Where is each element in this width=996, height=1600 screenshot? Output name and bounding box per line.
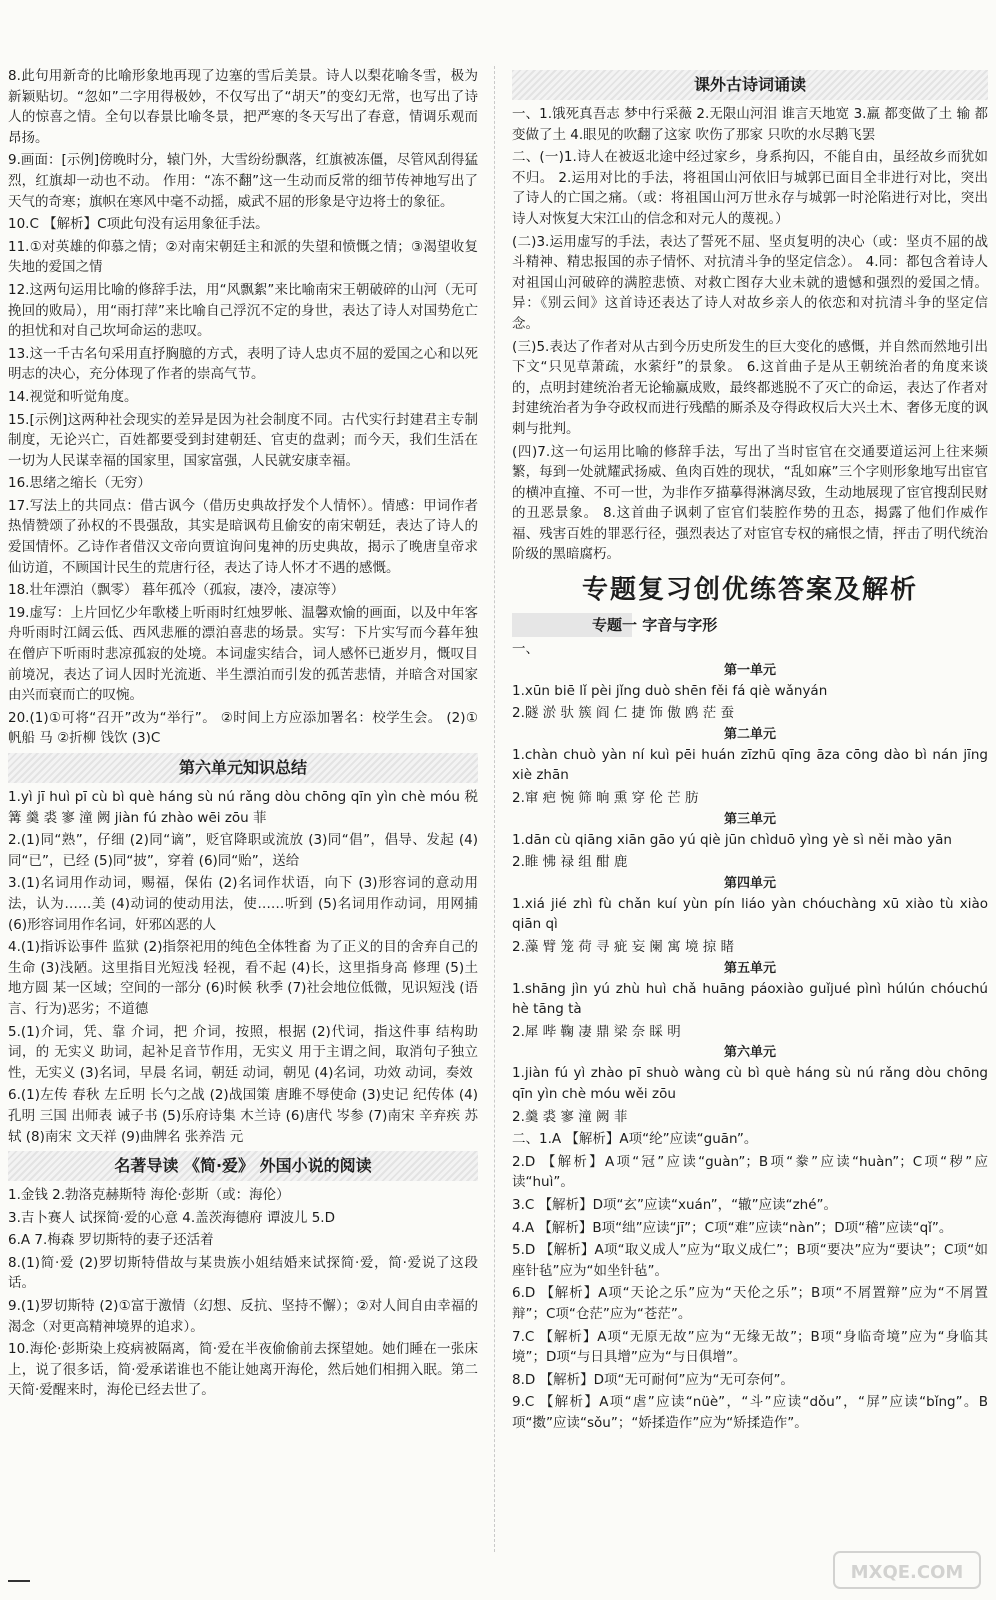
answer-item: 3.(1)名词用作动词，赐福，保佑 (2)名词作状语，向下 (3)形容词的意动用法，认为……美 (4)动词的使动用法，使……听到 (5)名词用作动词，用网捕 (6)形容词用作名词，奸邪凶恶的人 [8, 875, 478, 933]
answer-item: 15.[示例]这两种社会现实的差异是因为社会制度不同。古代实行封建君主专制制度，无论兴亡，百姓都要受到封建朝廷、官吏的盘剥；而今天，我们生活在一切为人民谋幸福的国家里，国家富强，人民就安康幸福。 [8, 411, 478, 469]
chapter-title: 专题复习创优练答案及解析 [581, 575, 918, 606]
answer-item: 4.(1)指诉讼事件 监狱 (2)指祭祀用的纯色全体牲畜 为了正义的目的舍弃自己的生命 (3)浅陋。这里指目光短浅 轻视，看不起 (4)长，这里指身高 修理 (5)土地方圆 某一区域；空间的一部分 (6)时候 秋季 (7)社会地位低微，见识短浅 (语言、行为)恶劣；不道德 [8, 939, 478, 1017]
svg-text:MXQE.COM: MXQE.COM [850, 1562, 964, 1583]
section-heading: 第六单元知识总结 [8, 753, 478, 783]
unit-heading: 第六单元 [723, 1045, 776, 1061]
answer-item: (二)3.运用虚写的手法，表达了誓死不屈、坚贞复明的决心（或：坚贞不屈的战斗精神、精忠报国的赤子情怀、对抗清斗争的坚定信念）。 4.同：都包含着诗人对祖国山河破碎的满腔悲愤、对救亡图存大业未就的遗憾和强烈的爱国之情。异：《别云间》这首诗还表达了诗人对故乡亲人的依恋和对抗清斗争的坚定信念。 [512, 233, 988, 332]
answer-item: 2.D 【解析】A项“冠”应读“guàn”；B项“豢”应读“huàn”；C项“秽”应读“huì”。 [512, 1153, 988, 1191]
answer-item: 16.思绪之缩长（无穷） [8, 475, 151, 492]
answer-item: 6.D 【解析】A项“天论之乐”应为“天伦之乐”；B项“不屑置辩”应为“不屑置辩”；C项“仓茫”应为“苍茫”。 [512, 1285, 988, 1322]
page-number-mark [8, 1580, 30, 1582]
answer-item: 12.这两句运用比喻的修辞手法，用“风飘絮”来比喻南宋王朝破碎的山河（无可挽回的败局），用“雨打萍”来比喻自己浮沉不定的身世，表达了诗人对国势危亡的担忧和对自己坎坷命运的悲叹。 [8, 281, 478, 340]
answer-item: 2.羹 裘 寥 潼 阙 菲 [512, 1108, 628, 1125]
answer-item: 6.(1)左传 春秋 左丘明 长勺之战 (2)战国策 唐雎不辱使命 (3)史记 纪传体 (4)孔明 三国 出师表 诫子书 (5)乐府诗集 木兰诗 (6)唐代 岑参 (7)南宋 辛弃疾 苏轼 (8)南宋 文天祥 (9)曲牌名 张养浩 元 [8, 1087, 478, 1145]
answer-item: 6.A 7.梅森 罗切斯特的妻子还活着 [8, 1232, 214, 1249]
answer-item: 8.此句用新奇的比喻形象地再现了边塞的雪后美景。诗人以梨花喻冬雪，极为新颖贴切。“忽如”二字用得极妙，不仅写出了“胡天”的变幻无常，也写出了诗人的惊喜之情。全句以春景比喻冬景，把严寒的冬天写出了春意，情调乐观而昂扬。 [8, 68, 478, 146]
answer-item: 13.这一千古名句采用直抒胸臆的方式，表明了诗人忠贞不屈的爱国之心和以死明志的决心，充分体现了作者的崇高气节。 [8, 345, 478, 383]
answer-item: 二、(一)1.诗人在被返北途中经过家乡，身系拘囚，不能自由，虽经故乡而犹如不归。 2.运用对比的手法，将祖国山河依旧与城郭已面目全非进行对比，突出了诗人的亡国之痛。（或：将祖国山河万世永存与城郭一时沦陷进行对比，突出诗人对恢复大宋江山的信念和对元人的蔑视。） [512, 149, 988, 227]
answer-item: 3.C 【解析】D项“玄”应读“xuán”，“辙”应读“zhé”。 [512, 1196, 838, 1213]
answer-item: 2.睢 怫 禄 组 酣 鹿 [512, 854, 628, 871]
unit-heading: 第三单元 [723, 811, 776, 827]
answer-item: 2.藻 臂 笼 荷 寻 疵 妄 阑 寓 境 掠 睹 [512, 939, 735, 955]
answer-item: 二、1.A 【解析】A项“纶”应读“guān”。 [512, 1131, 758, 1148]
answer-item: 4.A 【解析】B项“绌”应读“jī”；C项“难”应读“nàn”；D项“稽”应读“qǐ”。 [512, 1219, 953, 1236]
answer-item: 11.①对英雄的仰慕之情；②对南宋朝廷主和派的失望和愤慨之情；③渴望收复失地的爱国之情 [8, 238, 478, 276]
answer-item: 10.C 【解析】C项此句没有运用象征手法。 [8, 216, 269, 233]
answer-item: 9.C 【解析】A项“虐”应读“nüè”，“斗”应读“dǒu”，“屏”应读“bǐng”。B项“擞”应读“sǒu”；“娇揉造作”应为“矫揉造作”。 [512, 1394, 988, 1431]
answer-item: 7.C 【解析】A项“无原无故”应为“无缘无故”；B项“身临奇境”应为“身临其境”；D项“与日具增”应为“与日俱增”。 [512, 1328, 988, 1366]
section-heading: 名著导读 《简·爱》 外国小说的阅读 [8, 1151, 478, 1181]
answer-item: 1.xūn biē lǐ pèi jǐng duò shēn fěi fá qiè wǎnyán [512, 682, 828, 699]
answer-item: 2.犀 哔 鞠 凄 鼎 梁 奈 睬 明 [512, 1023, 681, 1040]
unit-heading: 第四单元 [723, 875, 776, 891]
answer-item: 8.(1)简·爱 (2)罗切斯特借故与某贵族小姐结婚来试探简·爱，简·爱说了这段话。 [8, 1254, 478, 1292]
answer-item: 1.jiàn fú yì zhào pī shuò wàng cù bì què háng sù nú rǎng dòu chōng qīn yìn chè móu wěi zōu [512, 1065, 988, 1102]
answer-item: 9.画面：[示例]傍晚时分，辕门外，大雪纷纷飘落，红旗被冻僵，尽管风刮得猛烈，红旗却一动也不动。 作用：“冻不翻”这一生动而反常的细节传神地写出了天气的奇寒；旗帜在寒风中毫不动摇，威武不屈的形象是守边将士的象征。 [8, 152, 478, 210]
answer-item: 2.窜 疤 惋 筛 晌 熏 穿 伦 芒 肪 [512, 790, 699, 807]
answer-item: 一、 [512, 641, 539, 658]
answer-item: (三)5.表达了作者对从古到今历史所发生的巨大变化的感慨，并自然而然地引出下文“只见草萧疏，水萦纡”的景象。 6.这首曲子是从王朝统治者的角度来谈的，点明封建统治者无论输赢成败，最终都逃脱不了灭亡的命运，表达了作者对封建统治者为争夺政权而进行残酷的厮杀及夺得政权后大兴土木、奢侈无度的讽刺与批判。 [512, 338, 988, 437]
topic-heading: 专题一 字音与字形 [512, 613, 988, 637]
watermark-logo [832, 1546, 982, 1594]
answer-item: 3.吉卜赛人 试探简·爱的心意 4.盖茨海德府 谭波儿 5.D [8, 1209, 335, 1226]
answer-item: 一、1.饿死真吾志 梦中行采薇 2.无限山河泪 谁言天地宽 3.羸 都变做了土 输 都变做了土 4.眼见的吹翻了这家 吹伤了那家 只吹的水尽鹅飞罢 [512, 106, 988, 143]
answer-item: 14.视觉和听觉角度。 [8, 388, 138, 405]
answer-item: 1.xiá jié zhì fù chǎn kuí yùn pín liáo yàn chóuchàng xū xiào tù xiào qiān qì [512, 895, 988, 933]
unit-heading: 第五单元 [723, 960, 776, 976]
answer-item: 8.D 【解析】D项“无可耐何”应为“无可奈何”。 [512, 1371, 794, 1388]
section-heading: 课外古诗词诵读 [512, 70, 988, 100]
answer-item: 1.dān cù qiāng xiān gāo yú qiè jūn chìduō yìng yè sì něi mào yān [512, 831, 952, 848]
answer-item: 18.壮年漂泊（飘零） 暮年孤冷（孤寂，凄冷，凄凉等） [8, 582, 345, 599]
answer-item: 20.(1)①可将“召开”改为“举行”。 ②时间上方应添加署名：校学生会。 (2)①帆船 马 ②折柳 饯饮 (3)C [8, 709, 478, 747]
answer-item: 1.金钱 2.勃洛克赫斯特 海伦·彭斯（或：海伦） [8, 1187, 290, 1204]
unit-heading: 第一单元 [723, 662, 776, 678]
answer-item: 9.(1)罗切斯特 (2)①富于激情（幻想、反抗、坚持不懈）；②对人间自由幸福的渴念（对更高精神境界的追求）。 [8, 1298, 478, 1335]
right-column [512, 66, 988, 1552]
answer-item: 5.(1)介词，凭、靠 介词，把 介词，按照，根据 (2)代词，指这件事 结构助词，的 无实义 助词，起补足音节作用，无实义 用于主谓之间，取消句子独立性，无实义 (3)名词，早晨 名词，朝廷 动词，朝见 (4)名词，功效 动词，奏效 [8, 1023, 478, 1081]
answer-item: 2.隧 淤 驮 簇 阎 仁 捷 饰 傲 鸥 茫 蚕 [512, 705, 735, 722]
left-column [8, 66, 478, 1552]
unit-heading: 第二单元 [723, 726, 776, 742]
answer-item: 1.chàn chuò yàn ní kuì pēi huán zīzhū qīng āza cōng dào bì nán jīng xiè zhān [512, 746, 988, 784]
answer-item: 17.写法上的共同点：借古讽今（借历史典故抒发个人情怀）。情感：甲词作者热情赞颂了孙权的不畏强敌，其实是暗讽苟且偷安的南宋朝廷，表达了诗人的爱国情怀。乙诗作者借汉文帝向贾谊询问鬼神的历史典故，揭示了晚唐皇帝求仙访道，不顾国计民生的荒唐行径，表达了诗人怀才不遇的感慨。 [8, 497, 478, 576]
answer-item: (四)7.这一句运用比喻的修辞手法，写出了当时宦官在交通要道运河上往来频繁，每到一处就耀武扬威、鱼肉百姓的现状，“乱如麻”三个字则形象地写出宦官的横冲直撞、不可一世，为非作歹描摹得淋漓尽致，生动地展现了宦官搜刮民财的丑恶景象。 8.这首曲子讽刺了宦官们装腔作势的丑态，揭露了他们作威作福、残害百姓的罪恶行径，强烈表达了对宦官专权的痛恨之情，抨击了明代统治阶级的黑暗腐朽。 [512, 443, 988, 563]
answer-item: 1.yì jī huì pī cù bì què háng sù nú rǎng dòu chōng qīn yìn chè móu 税 篝 羹 裘 寥 潼 阙 jiàn fú zhào wēi zōu 菲 [8, 789, 478, 826]
column-divider [494, 66, 495, 1552]
answer-item: 19.虚写：上片回忆少年歌楼上听雨时红烛罗帐、温馨欢愉的画面，以及中年客舟听雨时江阔云低、西风悲雁的漂泊喜悲的场景。实写：下片实写而今暮年独在僧庐下听雨时悲凉孤寂的处境。本词虚实结合，词人感怀已逝岁月，慨叹目前境况，表达了词人因时光流逝、半生漂泊而引发的孤苦悲情，并暗含对国家由兴而衰而亡的叹惋。 [8, 604, 478, 704]
answer-item: 5.D 【解析】A项“取义成人”应为“取义成仁”；B项“要决”应为“要诀”；C项“如座针毡”应为“如坐针毡”。 [512, 1242, 988, 1279]
answer-item: 2.(1)同“熟”，仔细 (2)同“谪”，贬官降职或流放 (3)同“倡”，倡导、发起 (4)同“已”，已经 (5)同“披”，穿着 (6)同“贻”，送给 [8, 832, 478, 869]
answer-item: 10.海伦·彭斯染上疫病被隔离，简·爱在半夜偷偷前去探望她。她们睡在一张床上，说了很多话，简·爱承诺谁也不能让她离开海伦，然后她们相拥入眠。第二天简·爱醒来时，海伦已经去世了。 [8, 1341, 478, 1399]
answer-item: 1.shāng jìn yú zhù huì chǎ huāng páoxiào guǐjué pìnì húlún chóuchú hè tāng tà [512, 980, 988, 1018]
